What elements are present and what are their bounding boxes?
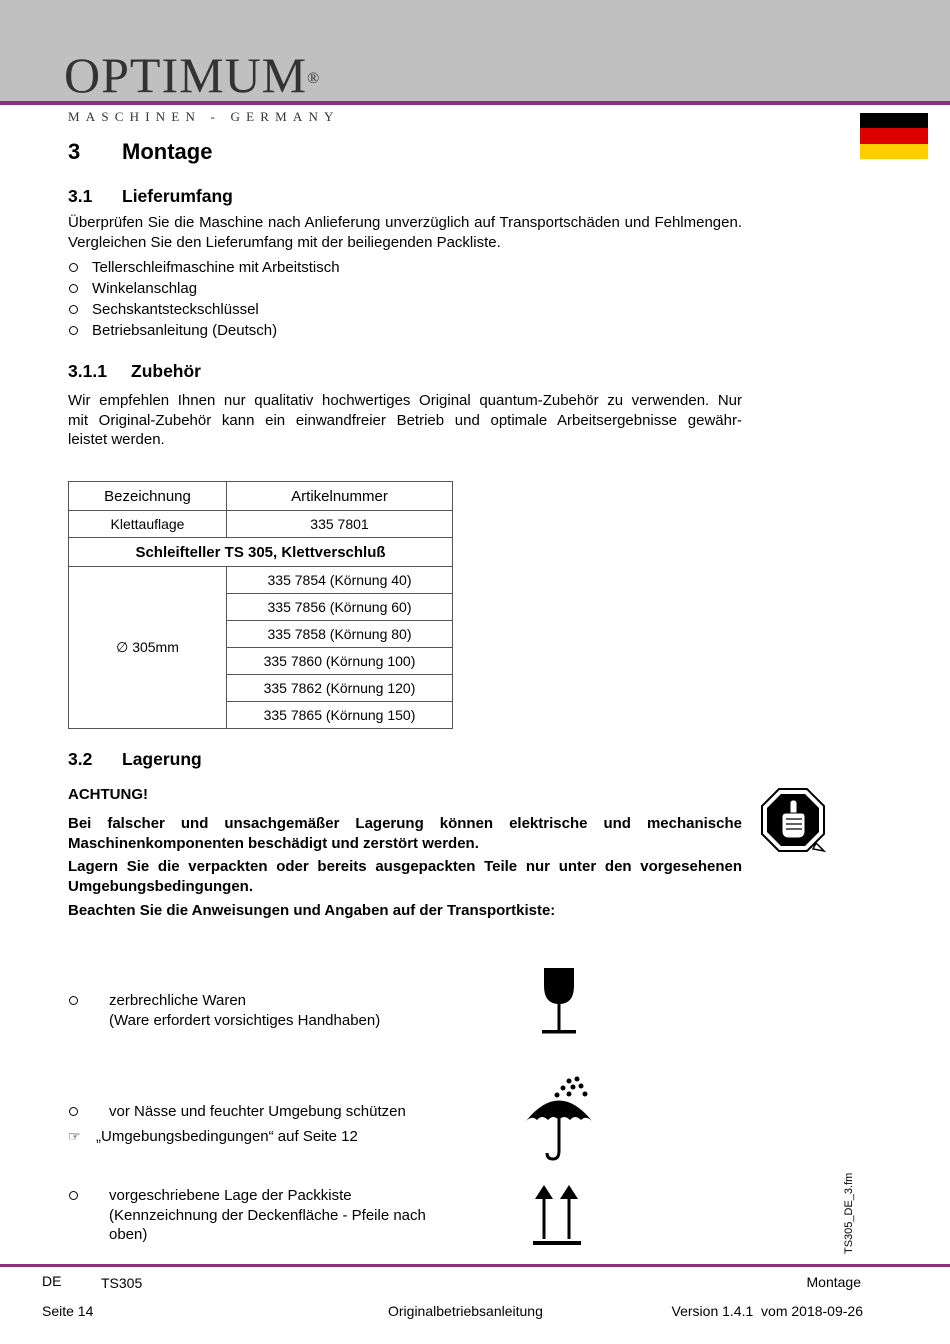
section-heading-3-1: 3.1 Lieferumfang — [68, 186, 233, 206]
table-row: 335 7860 (Körnung 100) — [69, 648, 453, 675]
section-heading-3-2: 3.2 Lagerung — [68, 749, 202, 769]
footer-divider — [0, 1264, 950, 1267]
column-header: Artikelnummer — [227, 482, 453, 511]
arrows-up-icon — [532, 1183, 582, 1247]
stop-hand-icon — [758, 787, 828, 857]
delivery-intro: Überprüfen Sie die Maschine nach Anlieferung unverzüglich auf Transportschäden und Fehlmengen. Vergleichen Sie den Lieferumfang mit der beiliegenden Packliste. — [68, 214, 742, 251]
accessory-intro: Wir empfehlen Ihnen nur qualitativ hochwertiges Original quantum-Zubehör zu verwenden. Nur mit Original-Zubehör kann ein einwandfreier Betrieb und optimale Arbeitsergebnisse gewähr- leistet werden. — [68, 392, 742, 448]
german-flag-icon — [860, 113, 928, 159]
section-heading-3-1-1: 3.1.1 Zubehör — [68, 361, 201, 381]
table-row: 335 7865 (Körnung 150) — [69, 702, 453, 729]
brand-tagline: MASCHINEN - GERMANY — [68, 109, 340, 124]
table-row: Klettauflage 335 7801 — [69, 511, 453, 538]
list-item: Winkelanschlag — [68, 278, 340, 299]
table-row: 335 7858 (Körnung 80) — [69, 621, 453, 648]
footer-model: TS305 — [101, 1275, 143, 1291]
umbrella-icon — [523, 1075, 595, 1163]
warning-text-2: Lagern Sie die verpackten oder bereits ausgepackten Teile nur unter den vorgesehenen Umgebungsbedingungen. — [68, 858, 742, 895]
table-row: 335 7856 (Körnung 60) — [69, 594, 453, 621]
table-row: 335 7862 (Körnung 120) — [69, 675, 453, 702]
footer-chapter: Montage — [806, 1274, 861, 1290]
document-title: Originalbetriebsanleitung — [388, 1303, 543, 1319]
pointing-hand-icon: ☞ — [68, 1128, 81, 1144]
table-group-row: Schleifteller TS 305, Klettverschluß — [69, 538, 453, 567]
cross-reference: ☞ „Umgebungsbedingungen“ auf Seite 12 — [68, 1128, 358, 1145]
source-file-label: TS305_DE_3.fm — [843, 1172, 855, 1254]
fragile-note: zerbrechliche Waren (Ware erfordert vorsichtiges Handhaben) — [68, 991, 380, 1030]
document-version: Version 1.4.1 vom 2018-09-26 — [671, 1303, 863, 1319]
warning-text-1: Bei falscher und unsachgemäßer Lagerung können elektrische und mechanische Maschinenkomponenten beschädigt und zerstört werden. — [68, 815, 742, 852]
orientation-note: vorgeschriebene Lage der Packkiste (Kennzeichnung der Deckenfläche - Pfeile nach oben) — [68, 1186, 426, 1245]
chapter-heading: 3 Montage — [68, 139, 213, 164]
list-item: Tellerschleifmaschine mit Arbeitstisch — [68, 257, 340, 278]
column-header: Bezeichnung — [69, 482, 227, 511]
list-item: Sechskantsteckschlüssel — [68, 299, 340, 320]
glass-icon — [538, 966, 580, 1038]
warning-title: ACHTUNG! — [68, 786, 148, 803]
brand-logo: OPTIMUM® — [64, 47, 321, 103]
moisture-note: vor Nässe und feuchter Umgebung schützen — [68, 1102, 406, 1122]
footer-language: DE — [42, 1273, 62, 1289]
table-row: ∅ 305mm 335 7854 (Körnung 40) — [69, 567, 453, 594]
delivery-list — [68, 257, 340, 341]
diameter-cell: ∅ 305mm — [69, 567, 227, 729]
warning-text-3: Beachten Sie die Anweisungen und Angaben auf der Transportkiste: — [68, 902, 556, 919]
accessory-table — [68, 481, 453, 729]
page-number: Seite 14 — [42, 1303, 94, 1319]
list-item: Betriebsanleitung (Deutsch) — [68, 320, 340, 341]
